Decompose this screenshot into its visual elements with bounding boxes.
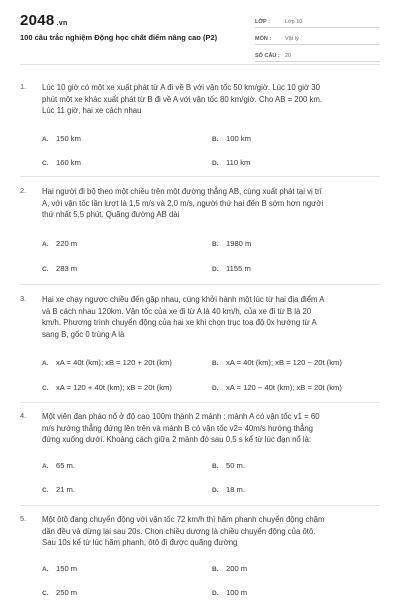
option-text: 110 km bbox=[226, 158, 251, 167]
question-number: 1. bbox=[20, 82, 27, 91]
question-line: Hai xe chạy ngược chiều đến gặp nhau, cùng khởi hành một lúc từ hai địa điểm A bbox=[42, 295, 325, 304]
option-text: 65 m. bbox=[56, 461, 75, 470]
meta-row-class bbox=[255, 13, 380, 28]
option-letter: D. bbox=[212, 487, 219, 494]
option-letter: A. bbox=[42, 241, 49, 248]
logo-main: 2048 bbox=[20, 12, 55, 29]
option-letter: C. bbox=[42, 160, 49, 167]
meta-key: MÔN : bbox=[255, 36, 272, 42]
header-divider bbox=[20, 64, 380, 65]
option-text: xA = 120 + 40t (km); xB = 20t (km) bbox=[56, 383, 172, 392]
option-letter: A. bbox=[42, 136, 49, 143]
option-letter: A. bbox=[42, 463, 49, 470]
option-c[interactable] bbox=[42, 588, 77, 597]
option-a[interactable] bbox=[42, 134, 81, 143]
option-c[interactable] bbox=[42, 485, 75, 494]
meta-row-subject bbox=[255, 30, 380, 45]
option-b[interactable] bbox=[212, 564, 247, 573]
question-line: Sau 10s kể từ lúc hãm phanh, ôtô đi được quãng đường bbox=[42, 538, 238, 548]
option-d[interactable] bbox=[212, 588, 247, 597]
option-text: 1980 m bbox=[226, 239, 252, 248]
question-number: 3. bbox=[20, 294, 27, 303]
question-text bbox=[42, 82, 382, 117]
question-separator bbox=[20, 284, 380, 285]
question-line: thứ nhất 5,5 phút. Quãng đường AB dài bbox=[42, 210, 180, 220]
option-letter: C. bbox=[42, 385, 49, 392]
option-text: 100 m bbox=[226, 588, 248, 597]
option-text: xA = 40t (km); xB = 120 − 20t (km) bbox=[226, 358, 342, 367]
option-c[interactable] bbox=[42, 264, 77, 273]
meta-value: Vật lý bbox=[285, 36, 299, 42]
option-text: 50 m. bbox=[226, 461, 245, 470]
question-line: đứng xuống dưới. Khoảng cách giữa 2 mảnh đó sau 0,5 s kể từ lúc đạn nổ là: bbox=[42, 435, 312, 445]
option-letter: D. bbox=[212, 266, 219, 273]
option-a[interactable] bbox=[42, 461, 75, 470]
option-text: 21 m. bbox=[56, 485, 75, 494]
option-d[interactable] bbox=[212, 485, 245, 494]
question-line: Một viên đạn pháo nổ ở độ cao 100m thành 2 mảnh : mảnh A có vận tốc v1 = 60 bbox=[42, 412, 320, 421]
option-text: 18 m. bbox=[226, 485, 245, 494]
option-letter: B. bbox=[212, 360, 219, 367]
question-separator bbox=[20, 176, 380, 177]
option-text: 200 m bbox=[226, 564, 248, 573]
question-separator bbox=[20, 505, 380, 506]
page-header bbox=[0, 0, 400, 62]
option-a[interactable] bbox=[42, 564, 77, 573]
option-text: xA = 120 − 40t (km); xB = 20t (km) bbox=[226, 383, 342, 392]
option-letter: B. bbox=[212, 463, 219, 470]
site-logo[interactable] bbox=[20, 12, 68, 29]
option-text: 160 km bbox=[56, 158, 81, 167]
option-letter: D. bbox=[212, 590, 219, 597]
option-d[interactable] bbox=[212, 264, 251, 273]
option-letter: D. bbox=[212, 160, 219, 167]
option-b[interactable] bbox=[212, 358, 342, 367]
question-text bbox=[42, 514, 382, 549]
option-a[interactable] bbox=[42, 358, 172, 367]
question-text bbox=[42, 186, 382, 221]
option-c[interactable] bbox=[42, 158, 81, 167]
question-line: phút một xe khác xuất phát từ B đi về A với vận tốc 80 km/giờ. Cho AB = 200 km. bbox=[42, 94, 323, 104]
question-line: sang B, gốc 0 trùng A là bbox=[42, 329, 125, 339]
meta-value: 20 bbox=[285, 53, 292, 59]
option-d[interactable] bbox=[212, 383, 342, 392]
option-letter: A. bbox=[42, 360, 49, 367]
logo-suffix: .vn bbox=[56, 20, 68, 27]
question-line: dần đều và dừng lại sau 20s. Chọn chiều dương là chiều chuyển động của ôtô. bbox=[42, 526, 316, 536]
option-letter: B. bbox=[212, 136, 219, 143]
question-number: 5. bbox=[20, 514, 27, 523]
question-number: 2. bbox=[20, 186, 27, 195]
question-separator bbox=[20, 402, 380, 403]
option-letter: C. bbox=[42, 487, 49, 494]
option-text: 283 m bbox=[56, 264, 78, 273]
option-c[interactable] bbox=[42, 383, 172, 392]
option-text: 250 m bbox=[56, 588, 78, 597]
meta-key: SỐ CÂU : bbox=[255, 53, 280, 59]
option-letter: B. bbox=[212, 566, 219, 573]
meta-row-count bbox=[255, 47, 380, 62]
option-letter: D. bbox=[212, 385, 219, 392]
option-text: 150 m bbox=[56, 564, 78, 573]
option-b[interactable] bbox=[212, 239, 251, 248]
option-d[interactable] bbox=[212, 158, 250, 167]
option-letter: A. bbox=[42, 566, 49, 573]
option-b[interactable] bbox=[212, 134, 251, 143]
option-a[interactable] bbox=[42, 239, 77, 248]
option-text: 220 m bbox=[56, 239, 78, 248]
document-title: 100 câu trắc nghiệm Động học chất điểm nâng cao (P2) bbox=[20, 33, 218, 42]
question-number: 4. bbox=[20, 411, 27, 420]
question-line: Lúc 11 giờ, hai xe cách nhau bbox=[42, 106, 142, 116]
meta-value: Lớp 10 bbox=[285, 19, 303, 25]
question-line: và B cách nhau 120km. Vận tốc của xe đi từ A là 40 km/h, của xe đi từ B là 20 bbox=[42, 306, 312, 316]
option-text: 1155 m bbox=[226, 264, 251, 273]
option-letter: C. bbox=[42, 590, 49, 597]
question-line: Lúc 10 giờ có một xe xuất phát từ A đi về B với vận tốc 50 km/giờ. Lúc 10 giờ 30 bbox=[42, 83, 320, 92]
question-text bbox=[42, 411, 382, 446]
question-line: A, với vận tốc lần lượt là 1,5 m/s và 2,0 m/s, người thứ hai đến B sớm hơn người bbox=[42, 198, 324, 208]
question-line: m/s hướng thẳng đứng lên trên và mảnh B có vận tốc v2= 40m/s hướng thẳng bbox=[42, 423, 313, 433]
option-letter: B. bbox=[212, 241, 219, 248]
option-text: xA = 40t (km); xB = 120 + 20t (km) bbox=[56, 358, 172, 367]
option-text: 150 km bbox=[56, 134, 81, 143]
question-line: Một ôtô đang chuyển động với vận tốc 72 km/h thì hãm phanh chuyển động chậm bbox=[42, 515, 325, 524]
option-text: 100 km bbox=[226, 134, 251, 143]
option-b[interactable] bbox=[212, 461, 245, 470]
meta-info bbox=[255, 13, 380, 64]
question-text bbox=[42, 294, 382, 340]
question-line: km/h. Phương trình chuyển động của hai xe khi chọn trục toạ độ 0x hướng từ A bbox=[42, 318, 317, 328]
question-line: Hai người đi bộ theo một chiều trên một đường thẳng AB, cùng xuất phát tại vị trí bbox=[42, 187, 322, 196]
option-letter: C. bbox=[42, 266, 49, 273]
meta-key: LỚP : bbox=[255, 19, 270, 25]
